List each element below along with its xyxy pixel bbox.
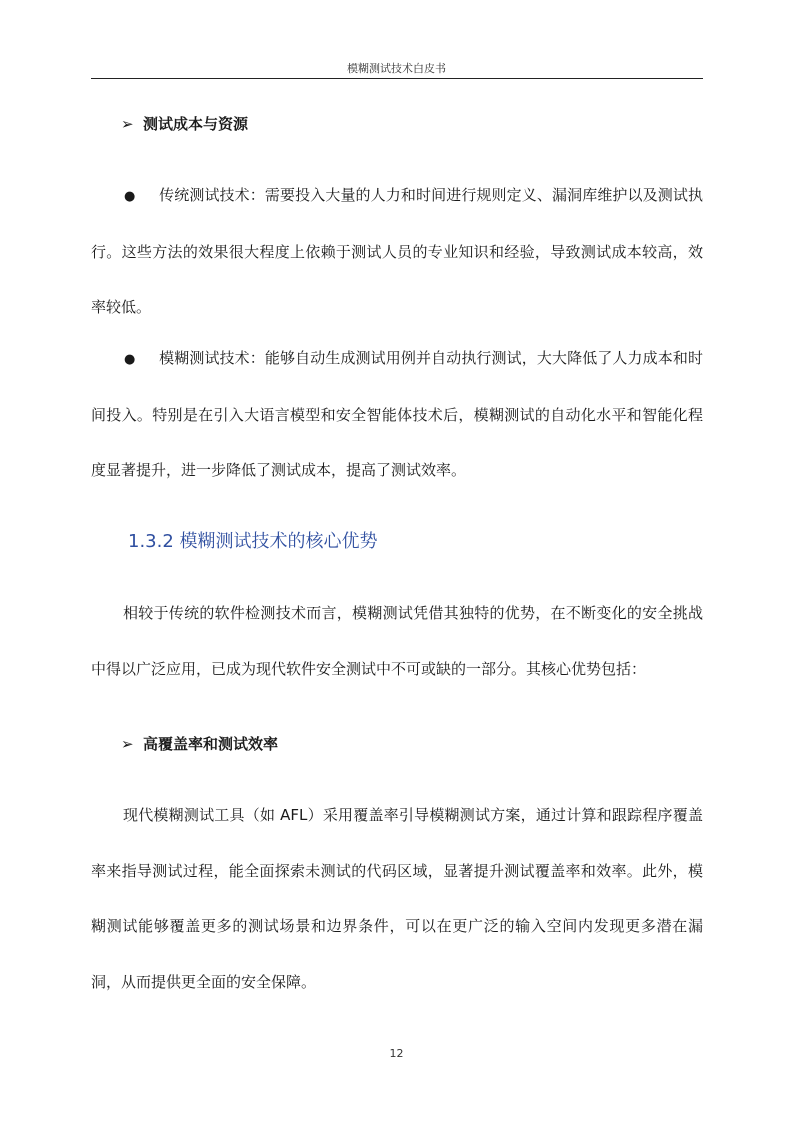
paragraph-text: 模糊测试技术：能够自动生成测试用例并自动执行测试，大大降低了人力成本和时间投入。特别是在引入大语言模型和安全智能体技术后，模糊测试的自动化水平和智能化程度显著提升，进一步降低了测试成本，提高了测试效率。 xyxy=(91,349,703,479)
bullet-paragraph-fuzzing xyxy=(91,331,703,499)
coverage-paragraph: 现代模糊测试工具（如 AFL）采用覆盖率引导模糊测试方案，通过计算和跟踪程序覆盖率来指导测试过程，能全面探索未测试的代码区域，显著提升测试覆盖率和效率。此外，模糊测试能够覆盖更多的测试场景和边界条件，可以在更广泛的输入空间内发现更多潜在漏洞，从而提供更全面的安全保障。 xyxy=(91,806,703,991)
heading-text: 高覆盖率和测试效率 xyxy=(143,735,279,753)
heading-coverage xyxy=(91,734,703,754)
intro-paragraph: 相较于传统的软件检测技术而言，模糊测试凭借其独特的优势，在不断变化的安全挑战中得以广泛应用，已成为现代软件安全测试中不可或缺的一部分。其核心优势包括： xyxy=(91,604,703,678)
bullet-dot-icon: ● xyxy=(124,189,136,204)
arrow-marker-icon: ➢ xyxy=(121,735,134,753)
heading-test-cost xyxy=(91,114,703,134)
subsection-title: 1.3.2 模糊测试技术的核心优势 xyxy=(128,531,378,552)
header-divider xyxy=(91,78,703,79)
heading-text: 测试成本与资源 xyxy=(143,115,249,133)
page-number: 12 xyxy=(389,1047,404,1060)
arrow-marker-icon: ➢ xyxy=(121,115,134,133)
running-header-title: 模糊测试技术白皮书 xyxy=(347,62,446,75)
bullet-paragraph-traditional xyxy=(91,168,703,336)
paragraph-text: 传统测试技术：需要投入大量的人力和时间进行规则定义、漏洞库维护以及测试执行。这些方法的效果很大程度上依赖于测试人员的专业知识和经验，导致测试成本较高，效率较低。 xyxy=(91,186,703,316)
bullet-dot-icon: ● xyxy=(124,352,136,367)
